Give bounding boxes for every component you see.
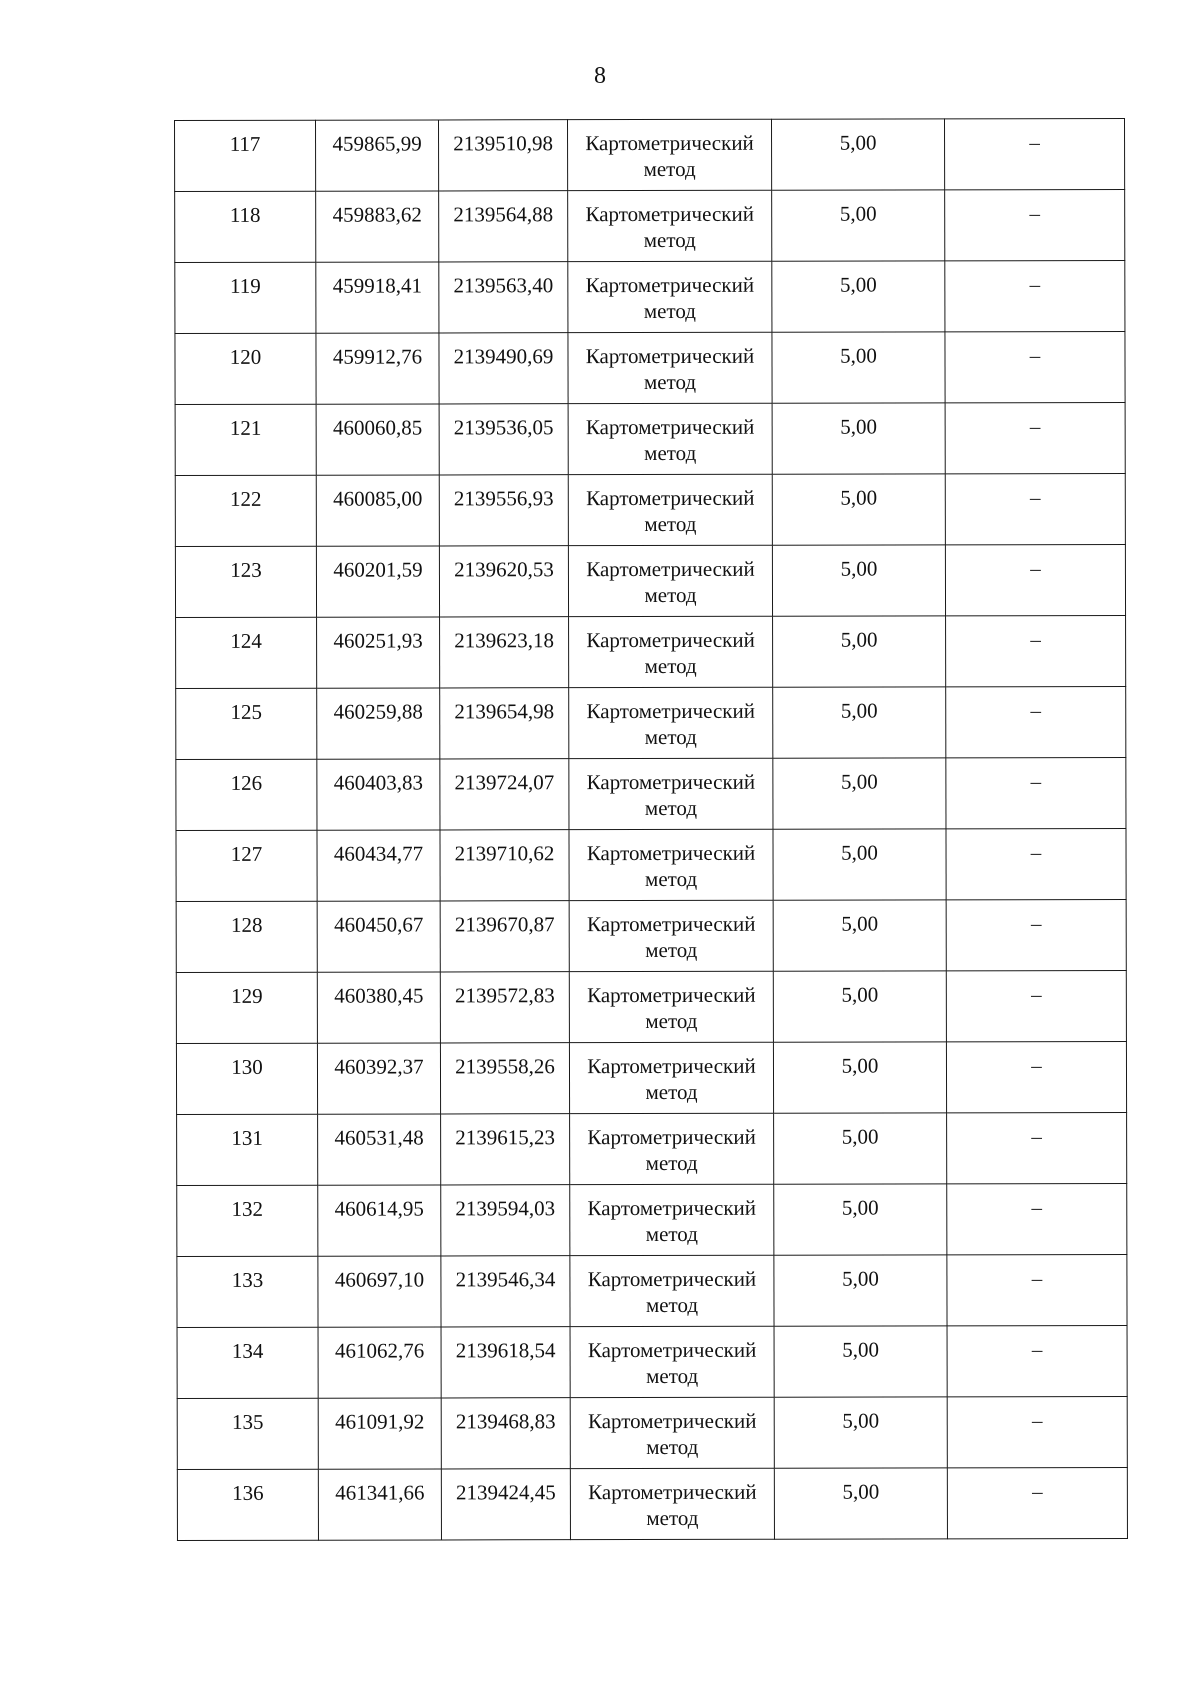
table-row xyxy=(175,261,1125,334)
method-line-2: метод xyxy=(646,1505,699,1531)
point-number-cell: 122 xyxy=(175,475,316,546)
method-line-2: метод xyxy=(643,298,696,324)
method-cell xyxy=(568,119,772,190)
method-cell xyxy=(570,1468,774,1539)
y-coordinate-cell: 2139654,98 xyxy=(440,688,569,759)
x-coordinate-cell: 459865,99 xyxy=(316,120,439,191)
x-coordinate-cell: 460060,85 xyxy=(316,404,439,475)
method-line-1: Картометрический xyxy=(587,982,756,1008)
method-line-1: Картометрический xyxy=(587,1195,757,1221)
y-coordinate-cell: 2139424,45 xyxy=(441,1469,570,1540)
point-number-cell: 124 xyxy=(176,617,317,688)
accuracy-cell: 5,00 xyxy=(773,971,946,1042)
method-cell xyxy=(570,1184,774,1255)
point-number-cell: 125 xyxy=(176,688,317,759)
method-cell xyxy=(569,758,773,829)
method-line-1: Картометрический xyxy=(586,911,756,937)
table-row xyxy=(176,900,1126,973)
x-coordinate-cell: 460614,95 xyxy=(318,1185,441,1256)
table-row xyxy=(177,1468,1127,1541)
method-line-2: метод xyxy=(643,369,697,395)
method-cell xyxy=(570,1255,774,1326)
method-line-2: метод xyxy=(643,227,696,253)
description-cell: – xyxy=(944,119,1124,190)
table-row xyxy=(175,403,1125,476)
method-line-1: Картометрический xyxy=(586,769,756,795)
y-coordinate-cell: 2139572,83 xyxy=(440,972,569,1043)
table-row xyxy=(175,474,1125,547)
method-cell xyxy=(569,829,773,900)
method-cell xyxy=(569,1042,773,1113)
point-number-cell: 127 xyxy=(176,830,317,901)
x-coordinate-cell: 461062,76 xyxy=(318,1327,441,1398)
description-cell: – xyxy=(945,474,1125,545)
table-row xyxy=(176,616,1126,689)
point-number-cell: 118 xyxy=(175,191,316,262)
x-coordinate-cell: 461091,92 xyxy=(318,1398,441,1469)
y-coordinate-cell: 2139546,34 xyxy=(441,1256,570,1327)
method-line-1: Картометрический xyxy=(585,414,755,440)
description-cell: – xyxy=(945,403,1125,474)
method-line-1: Картометрический xyxy=(588,1479,757,1505)
y-coordinate-cell: 2139468,83 xyxy=(441,1398,570,1469)
method-cell xyxy=(569,687,773,758)
point-number-cell: 128 xyxy=(176,901,317,972)
method-line-2: метод xyxy=(644,511,697,537)
method-line-2: метод xyxy=(644,653,697,679)
table-row xyxy=(176,758,1126,831)
method-line-2: метод xyxy=(645,1008,698,1034)
accuracy-cell: 5,00 xyxy=(772,190,945,261)
y-coordinate-cell: 2139563,40 xyxy=(439,262,568,333)
x-coordinate-cell: 460259,88 xyxy=(317,688,440,759)
y-coordinate-cell: 2139618,54 xyxy=(441,1327,570,1398)
method-cell xyxy=(570,1326,774,1397)
description-cell: – xyxy=(946,829,1126,900)
table-row xyxy=(175,190,1125,263)
description-cell: – xyxy=(947,1255,1127,1326)
accuracy-cell: 5,00 xyxy=(774,1397,947,1468)
point-number-cell: 130 xyxy=(176,1043,317,1114)
x-coordinate-cell: 459883,62 xyxy=(316,191,439,262)
method-line-2: метод xyxy=(643,156,696,182)
accuracy-cell: 5,00 xyxy=(773,616,946,687)
method-line-1: Картометрический xyxy=(587,1266,757,1292)
method-line-1: Картометрический xyxy=(586,556,755,582)
method-line-1: Картометрический xyxy=(585,272,755,298)
x-coordinate-cell: 460450,67 xyxy=(317,901,440,972)
method-line-2: метод xyxy=(645,1292,699,1318)
method-line-2: метод xyxy=(645,1221,698,1247)
x-coordinate-cell: 459918,41 xyxy=(316,262,439,333)
description-cell: – xyxy=(946,971,1126,1042)
description-cell: – xyxy=(946,687,1126,758)
table-row xyxy=(175,332,1125,405)
table-row xyxy=(177,1255,1127,1328)
method-line-1: Картометрический xyxy=(587,1124,756,1150)
coordinates-table-body xyxy=(175,119,1128,1541)
accuracy-cell: 5,00 xyxy=(773,829,946,900)
method-line-1: Картометрический xyxy=(585,343,755,369)
point-number-cell: 117 xyxy=(175,120,316,191)
description-cell: – xyxy=(946,758,1126,829)
method-cell xyxy=(570,1113,774,1184)
page-number: 8 xyxy=(594,63,606,89)
table-row xyxy=(176,971,1126,1044)
method-line-2: метод xyxy=(645,937,698,963)
table-row xyxy=(177,1397,1127,1470)
method-cell xyxy=(568,474,772,545)
x-coordinate-cell: 460403,83 xyxy=(317,759,440,830)
y-coordinate-cell: 2139620,53 xyxy=(439,546,568,617)
accuracy-cell: 5,00 xyxy=(774,1184,947,1255)
y-coordinate-cell: 2139510,98 xyxy=(439,120,568,191)
table-row xyxy=(177,1184,1127,1257)
description-cell: – xyxy=(946,1042,1126,1113)
method-cell xyxy=(569,616,773,687)
description-cell: – xyxy=(947,1468,1127,1539)
x-coordinate-cell: 460392,37 xyxy=(317,1043,440,1114)
point-number-cell: 131 xyxy=(177,1114,318,1185)
y-coordinate-cell: 2139670,87 xyxy=(440,901,569,972)
method-line-2: метод xyxy=(644,582,697,608)
description-cell: – xyxy=(947,1113,1127,1184)
x-coordinate-cell: 461341,66 xyxy=(318,1469,441,1540)
method-line-1: Картометрический xyxy=(585,130,754,156)
method-cell xyxy=(569,971,773,1042)
y-coordinate-cell: 2139615,23 xyxy=(441,1114,570,1185)
point-number-cell: 123 xyxy=(175,546,316,617)
method-line-2: метод xyxy=(646,1363,699,1389)
point-number-cell: 132 xyxy=(177,1185,318,1256)
table-row xyxy=(176,687,1126,760)
point-number-cell: 126 xyxy=(176,759,317,830)
y-coordinate-cell: 2139490,69 xyxy=(439,333,568,404)
point-number-cell: 121 xyxy=(175,404,316,475)
accuracy-cell: 5,00 xyxy=(774,1255,947,1326)
description-cell: – xyxy=(945,332,1125,403)
method-cell xyxy=(570,1397,774,1468)
accuracy-cell: 5,00 xyxy=(772,474,945,545)
method-cell xyxy=(568,261,772,332)
accuracy-cell: 5,00 xyxy=(771,119,944,190)
accuracy-cell: 5,00 xyxy=(774,1113,947,1184)
point-number-cell: 134 xyxy=(177,1327,318,1398)
table-row xyxy=(175,119,1125,192)
x-coordinate-cell: 460434,77 xyxy=(317,830,440,901)
point-number-cell: 120 xyxy=(175,333,316,404)
description-cell: – xyxy=(945,545,1125,616)
description-cell: – xyxy=(947,1326,1127,1397)
method-cell xyxy=(568,190,772,261)
accuracy-cell: 5,00 xyxy=(773,900,946,971)
accuracy-cell: 5,00 xyxy=(773,1042,946,1113)
point-number-cell: 135 xyxy=(177,1398,318,1469)
y-coordinate-cell: 2139710,62 xyxy=(440,830,569,901)
x-coordinate-cell: 460201,59 xyxy=(316,546,439,617)
y-coordinate-cell: 2139536,05 xyxy=(439,404,568,475)
method-line-1: Картометрический xyxy=(586,627,755,653)
method-line-2: метод xyxy=(646,1434,699,1460)
description-cell: – xyxy=(946,900,1126,971)
method-cell xyxy=(569,900,773,971)
accuracy-cell: 5,00 xyxy=(774,1468,947,1539)
accuracy-cell: 5,00 xyxy=(772,261,945,332)
accuracy-cell: 5,00 xyxy=(772,403,945,474)
x-coordinate-cell: 460697,10 xyxy=(318,1256,441,1327)
description-cell: – xyxy=(945,261,1125,332)
point-number-cell: 133 xyxy=(177,1256,318,1327)
table-row xyxy=(175,545,1125,618)
method-line-2: метод xyxy=(644,795,698,821)
method-line-2: метод xyxy=(644,724,697,750)
method-line-1: Картометрический xyxy=(587,1053,756,1079)
x-coordinate-cell: 459912,76 xyxy=(316,333,439,404)
method-line-1: Картометрический xyxy=(586,698,755,724)
method-line-1: Картометрический xyxy=(586,840,756,866)
table-row xyxy=(176,829,1126,902)
table-row xyxy=(176,1042,1126,1115)
method-line-1: Картометрический xyxy=(585,201,754,227)
method-line-1: Картометрический xyxy=(587,1337,757,1363)
accuracy-cell: 5,00 xyxy=(774,1326,947,1397)
x-coordinate-cell: 460251,93 xyxy=(317,617,440,688)
accuracy-cell: 5,00 xyxy=(772,332,945,403)
description-cell: – xyxy=(947,1397,1127,1468)
accuracy-cell: 5,00 xyxy=(772,545,945,616)
x-coordinate-cell: 460380,45 xyxy=(317,972,440,1043)
y-coordinate-cell: 2139564,88 xyxy=(439,191,568,262)
description-cell: – xyxy=(947,1184,1127,1255)
method-line-2: метод xyxy=(645,1150,698,1176)
table-row xyxy=(177,1326,1127,1399)
y-coordinate-cell: 2139724,07 xyxy=(440,759,569,830)
accuracy-cell: 5,00 xyxy=(773,687,946,758)
table-row xyxy=(177,1113,1127,1186)
method-cell xyxy=(568,332,772,403)
y-coordinate-cell: 2139594,03 xyxy=(441,1185,570,1256)
point-number-cell: 129 xyxy=(176,972,317,1043)
method-line-1: Картометрический xyxy=(586,485,755,511)
description-cell: – xyxy=(945,190,1125,261)
description-cell: – xyxy=(946,616,1126,687)
x-coordinate-cell: 460531,48 xyxy=(318,1114,441,1185)
method-line-2: метод xyxy=(644,440,697,466)
coordinates-table xyxy=(174,118,1128,1541)
method-line-2: метод xyxy=(645,866,698,892)
method-line-1: Картометрический xyxy=(587,1408,757,1434)
point-number-cell: 119 xyxy=(175,262,316,333)
method-line-2: метод xyxy=(645,1079,698,1105)
accuracy-cell: 5,00 xyxy=(773,758,946,829)
point-number-cell: 136 xyxy=(177,1469,318,1540)
x-coordinate-cell: 460085,00 xyxy=(316,475,439,546)
y-coordinate-cell: 2139558,26 xyxy=(440,1043,569,1114)
method-cell xyxy=(568,403,772,474)
method-cell xyxy=(568,545,772,616)
y-coordinate-cell: 2139623,18 xyxy=(440,617,569,688)
y-coordinate-cell: 2139556,93 xyxy=(439,475,568,546)
